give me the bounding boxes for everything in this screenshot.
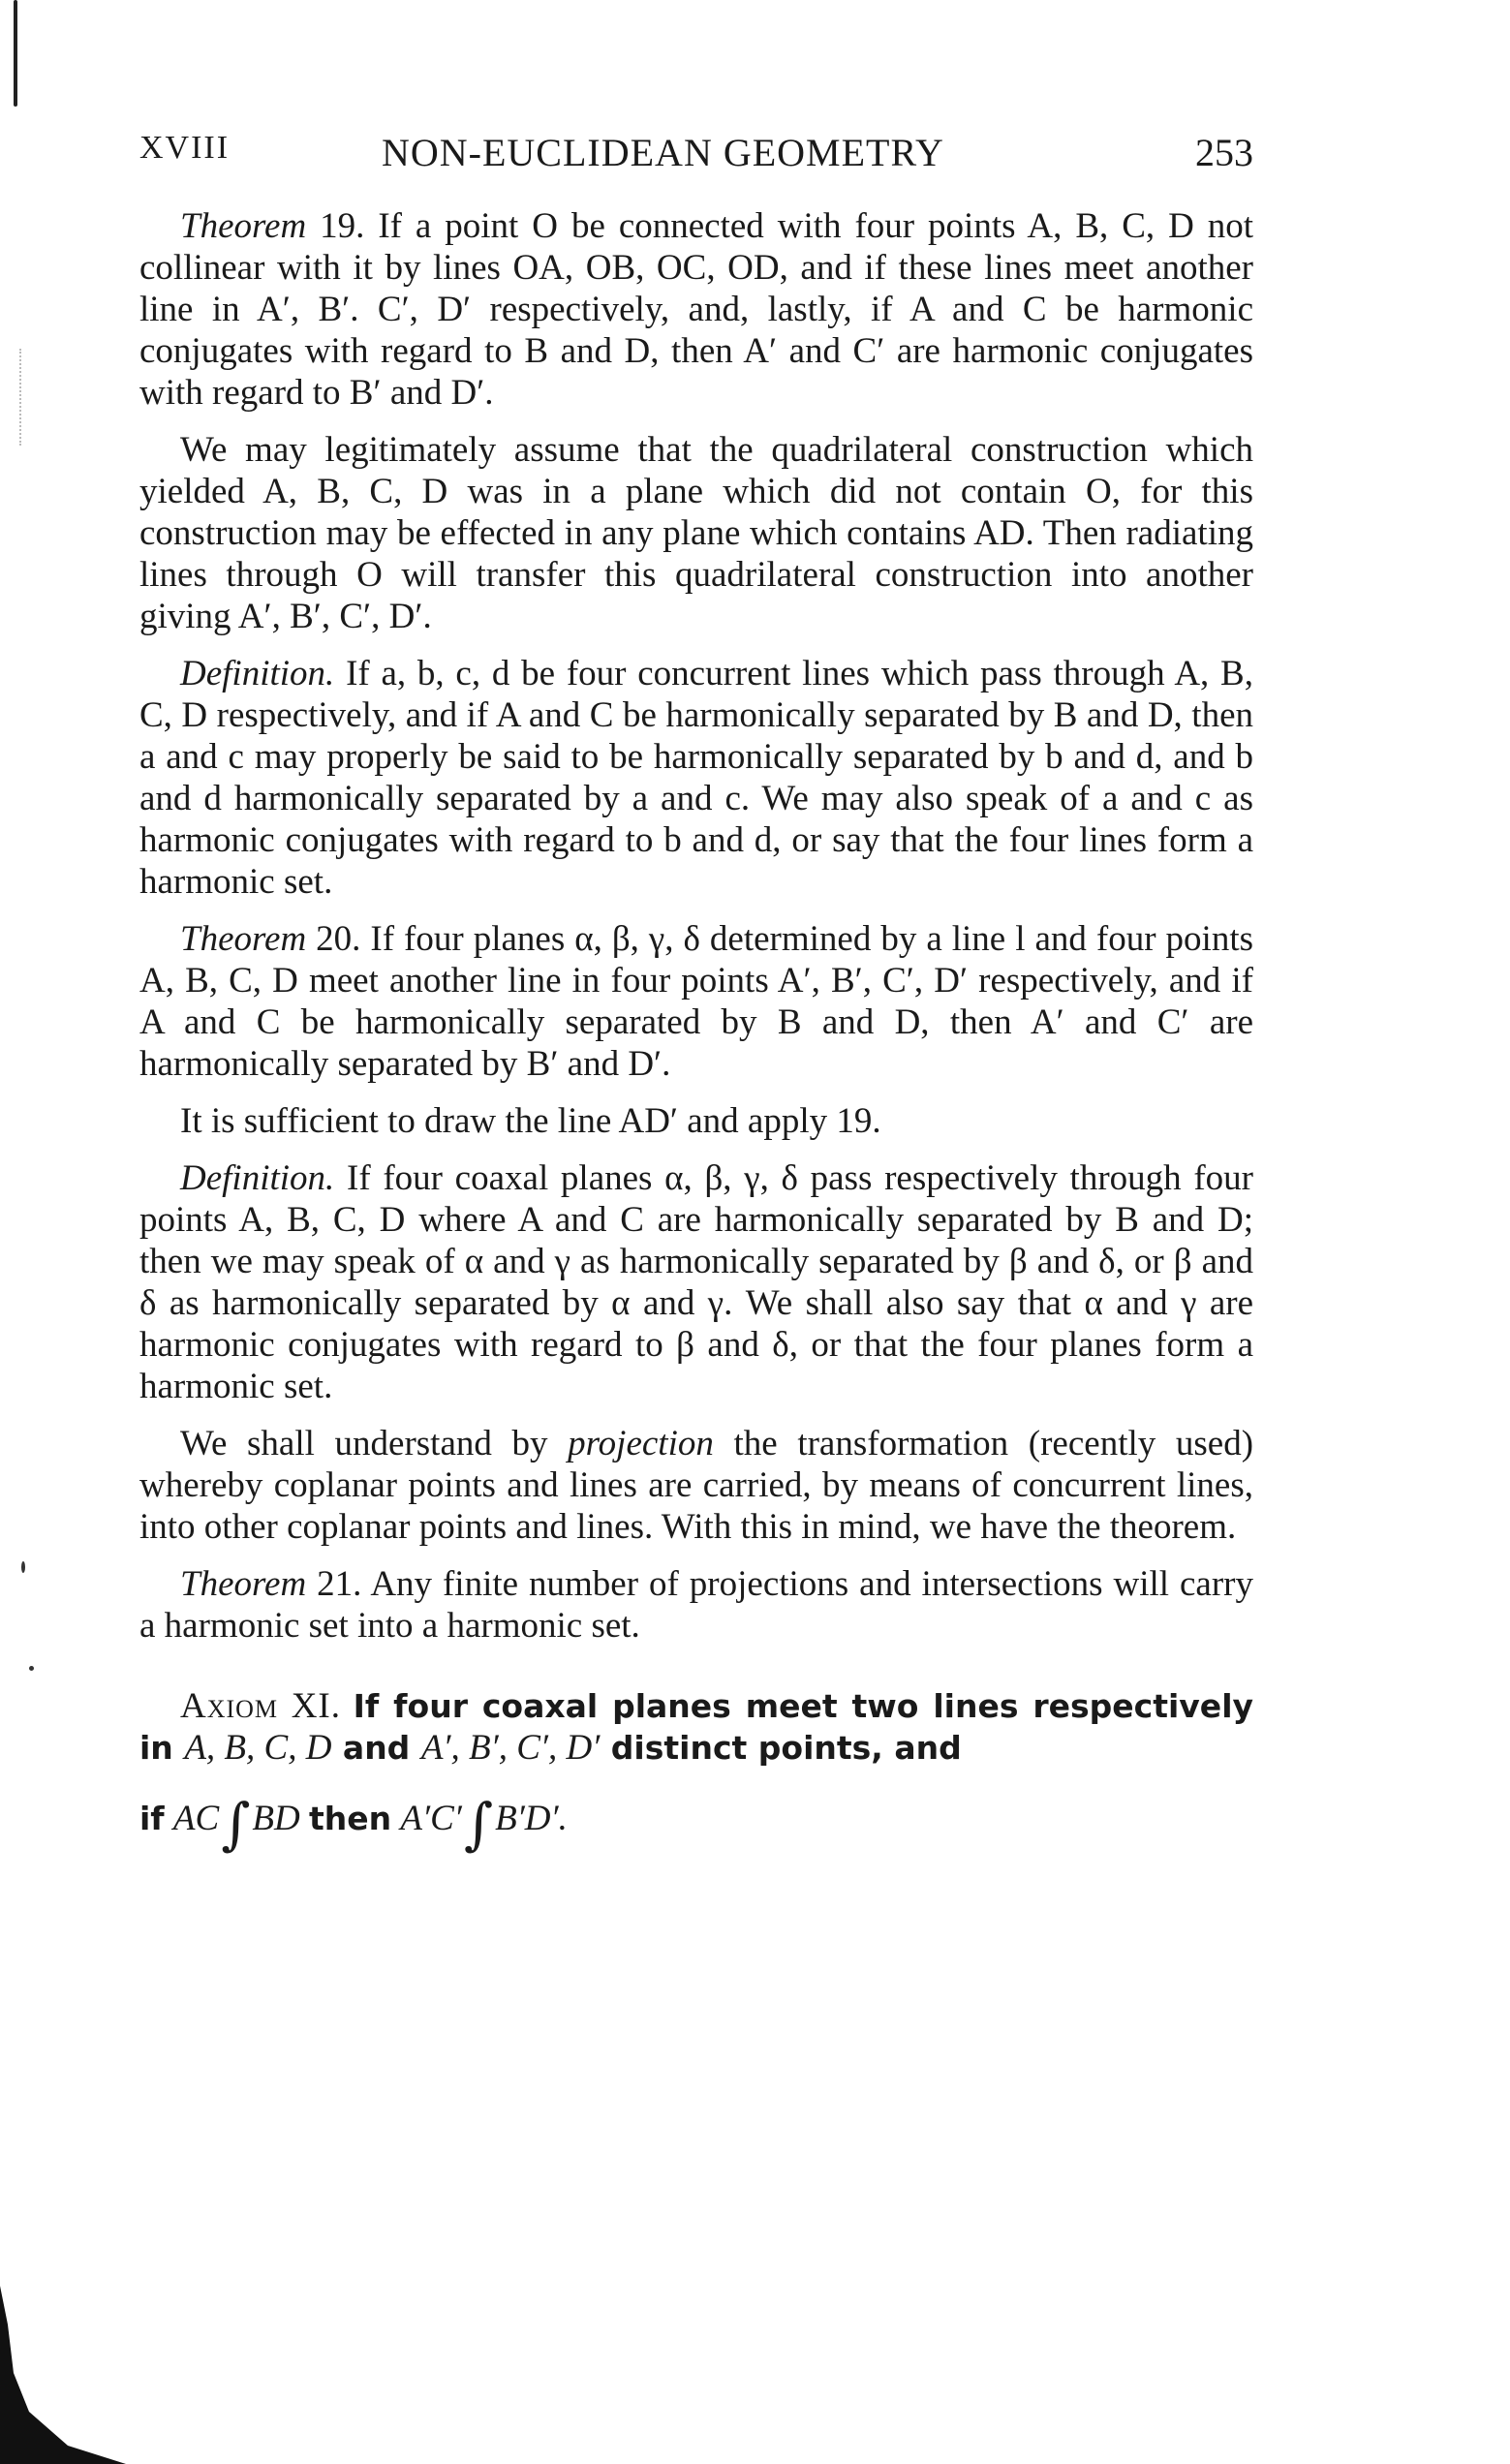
proof-20 [139,1100,1253,1142]
axiom-label: Axiom XI. [180,1686,341,1726]
scan-edge-mark [14,0,17,107]
proof-text: It is sufficient to draw the line AD′ and apply 19. [180,1101,881,1141]
axiom-11 [139,1685,1253,1769]
axiom-body-part2: distinct points, and [610,1729,962,1767]
axiom-bd-prime: B′D′. [495,1799,568,1838]
theorem-21 [139,1563,1253,1647]
axiom-points-1: A, B, C, D [184,1728,332,1768]
definition-label: Definition. [180,654,335,693]
axiom-points-2: A′, B′, C′, D′ [420,1728,601,1768]
body-text [139,205,1254,1857]
axiom-bd: BD [252,1799,300,1838]
theorem-number: 20. [316,919,361,959]
axiom-ac-prime: A′C′ [400,1799,462,1838]
theorem-number: 21. [317,1564,362,1604]
axiom-body-part1: If four coaxal planes meet two lines respectively in [139,1687,1254,1767]
axiom-if: if [139,1800,165,1837]
page-number: 253 [1195,131,1253,174]
theorem-text: Any finite number of projections and intersections will carry a harmonic set into a harmonic set. [139,1564,1254,1646]
scan-corner-shadow [0,2286,126,2464]
running-title: NON-EUCLIDEAN GEOMETRY [382,131,944,174]
projection-paragraph [139,1423,1253,1548]
axiom-ac: AC [172,1799,220,1838]
axiom-and: and [342,1729,411,1767]
axiom-then: then [309,1800,392,1837]
proof-19 [139,429,1253,637]
separation-symbol-2: ∫ [463,1791,494,1857]
definition-text: If a, b, c, d be four concurrent lines which pass through A, B, C, D respectively, and if A and C be harmonically separated by B and D, then a and c may properly be said to be harmonically separated by b and d, and b and d harmonically separated by a and c. We may also speak of a and c as harmonic conjugates with regard to b and d, or say that the four lines form a harmonic set. [139,654,1253,902]
proof-text: We may legitimately assume that the quadrilateral construction which yielded A, B, C, D was in a plane which did not contain O, for this construction may be effected in any plane which contains AD. Then radiating lines through O will transfer this quadrilateral construction into another giving A′, B′, C′, D′. [139,430,1253,636]
definition-label: Definition. [180,1158,335,1198]
running-header [139,130,1253,178]
theorem-number: 19. [320,206,365,246]
axiom-11-condition [139,1791,1253,1857]
theorem-text: If four planes α, β, γ, δ determined by a line l and four points A, B, C, D meet another line in four points A′, B′, C′, D′ respectively, and if A and C be harmonically separated by B and D, then A′ and C′ are harmonically separated by B′ and D′. [139,919,1254,1084]
projection-before: We shall understand by [180,1424,548,1463]
definition-lines [139,653,1253,903]
theorem-20 [139,918,1253,1085]
projection-after: the transformation (recently used) whereby coplanar points and lines are carried, by means of concurrent lines, into other coplanar points and lines. With this in mind, we have the theorem. [139,1424,1254,1547]
scan-edge-dots [19,349,23,446]
separation-symbol-1: ∫ [221,1791,251,1857]
theorem-19 [139,205,1253,414]
scan-speck [21,1561,25,1573]
definition-text: If four coaxal planes α, β, γ, δ pass respectively through four points A, B, C, D where A and C are harmonically separated by B and D; then we may speak of α and γ as harmonically separated by β and δ, or β and δ as harmonically separated by α and γ. We shall also say that α and γ are harmonic conjugates with regard to β and δ, or that the four planes form a harmonic set. [139,1158,1253,1406]
theorem-label: Theorem [180,919,307,959]
definition-planes [139,1157,1253,1407]
theorem-text: If a point O be connected with four points A, B, C, D not collinear with it by lines OA, OB, OC, OD, and if these lines meet another line in A′, B′. C′, D′ respectively, and, lastly, if A and C be harmonic conjugates with regard to B and D, then A′ and C′ are harmonic conjugates with regard to B′ and D′. [139,206,1254,413]
theorem-label: Theorem [180,206,307,246]
theorem-label: Theorem [180,1564,307,1604]
projection-term: projection [568,1424,714,1463]
scan-speck [29,1666,34,1671]
chapter-number: XVIII [139,130,231,166]
